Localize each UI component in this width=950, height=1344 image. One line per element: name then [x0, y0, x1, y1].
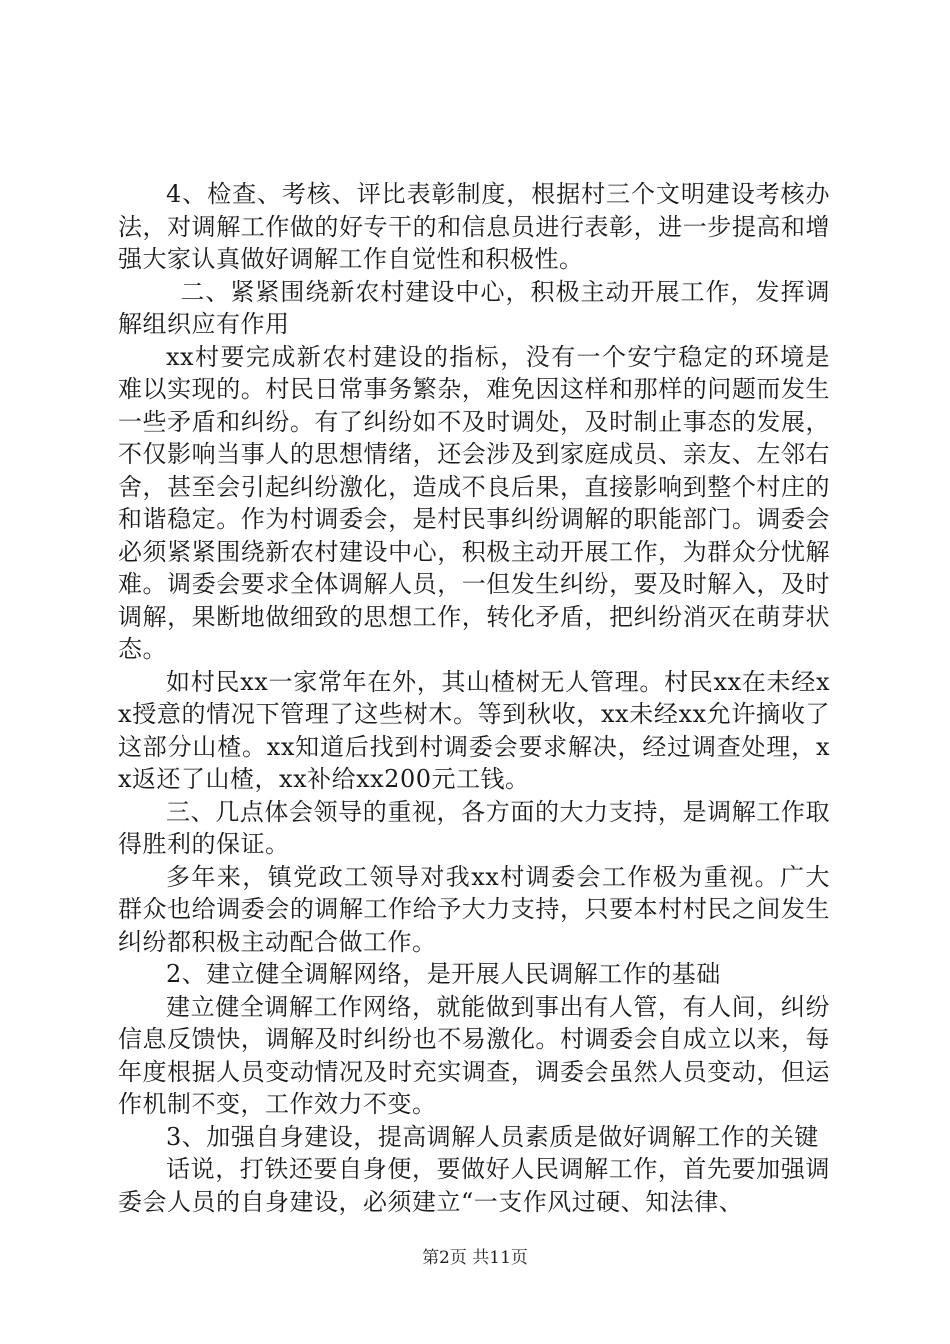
paragraph-network: 建立健全调解工作网络，就能做到事出有人管，有人间，纠纷信息反馈快，调解及时纠纷也不易激化。村调委会自成立以来，每年度根据人员变动情况及时充实调查，调委会虽然人员变动，但运作机制不变，工作效力不变。	[118, 992, 830, 1118]
subheading-self-building: 3、加强自身建设，提高调解人员素质是做好调解工作的关键	[166, 1122, 819, 1151]
page-number-footer: 第2页 共11页	[422, 1248, 528, 1268]
paragraph-self-building: 话说，打铁还要自身便，要做好人民调解工作，首先要加强调委会人员的自身建设，必须建立“一支作风过硬、知法律、	[118, 1155, 830, 1216]
paragraph-example-case: 如村民xx一家常年在外，其山楂树无人管理。村民xx在未经xx授意的情况下管理了这些树木。等到秋收，xx未经xx允许摘收了这部分山楂。xx知道后找到村调委会要求解决，经过调查处理，xx返还了山楂，xx补给xx200元工钱。	[118, 667, 830, 793]
section-heading-3: 三、几点体会领导的重视，各方面的大力支持，是调解工作取得胜利的保证。	[118, 797, 830, 858]
subheading-network: 2、建立健全调解网络，是开展人民调解工作的基础	[166, 960, 721, 988]
paragraph-item-4-review: 4、检查、考核、评比表彰制度，根据村三个文明建设考核办法，对调解工作做的好专干的和信息员进行表彰，进一步提高和增强大家认真做好调解工作自觉性和积极性。	[118, 180, 830, 273]
section-heading-2: 二、紧紧围绕新农村建设中心，积极主动开展工作，发挥调解组织应有作用	[118, 277, 830, 338]
paragraph-leadership-support: 多年来，镇党政工领导对我xx村调委会工作极为重视。广大群众也给调委会的调解工作给予大力支持，只要本村村民之间发生纠纷都积极主动配合做工作。	[118, 862, 830, 956]
paragraph-village-goal: xx村要完成新农村建设的指标，没有一个安宁稳定的环境是难以实现的。村民日常事务繁杂，难免因这样和那样的问题而发生一些矛盾和纠纷。有了纠纷如不及时调处，及时制止事态的发展，不仅影响当事人的思想情绪，还会涉及到家庭成员、亲友、左邻右舍，甚至会引起纠纷激化，造成不良后果，直接影响到整个村庄的和谐稳定。作为村调委会，是村民事纠纷调解的职能部门。调委会必须紧紧围绕新农村建设中心，积极主动开展工作，为群众分忧解难。调委会要求全体调解人员，一但发生纠纷，要及时解入，及时调解，果断地做细致的思想工作，转化矛盾，把纠纷消灭在萌芽状态。	[118, 342, 830, 663]
document-body	[118, 178, 830, 1218]
